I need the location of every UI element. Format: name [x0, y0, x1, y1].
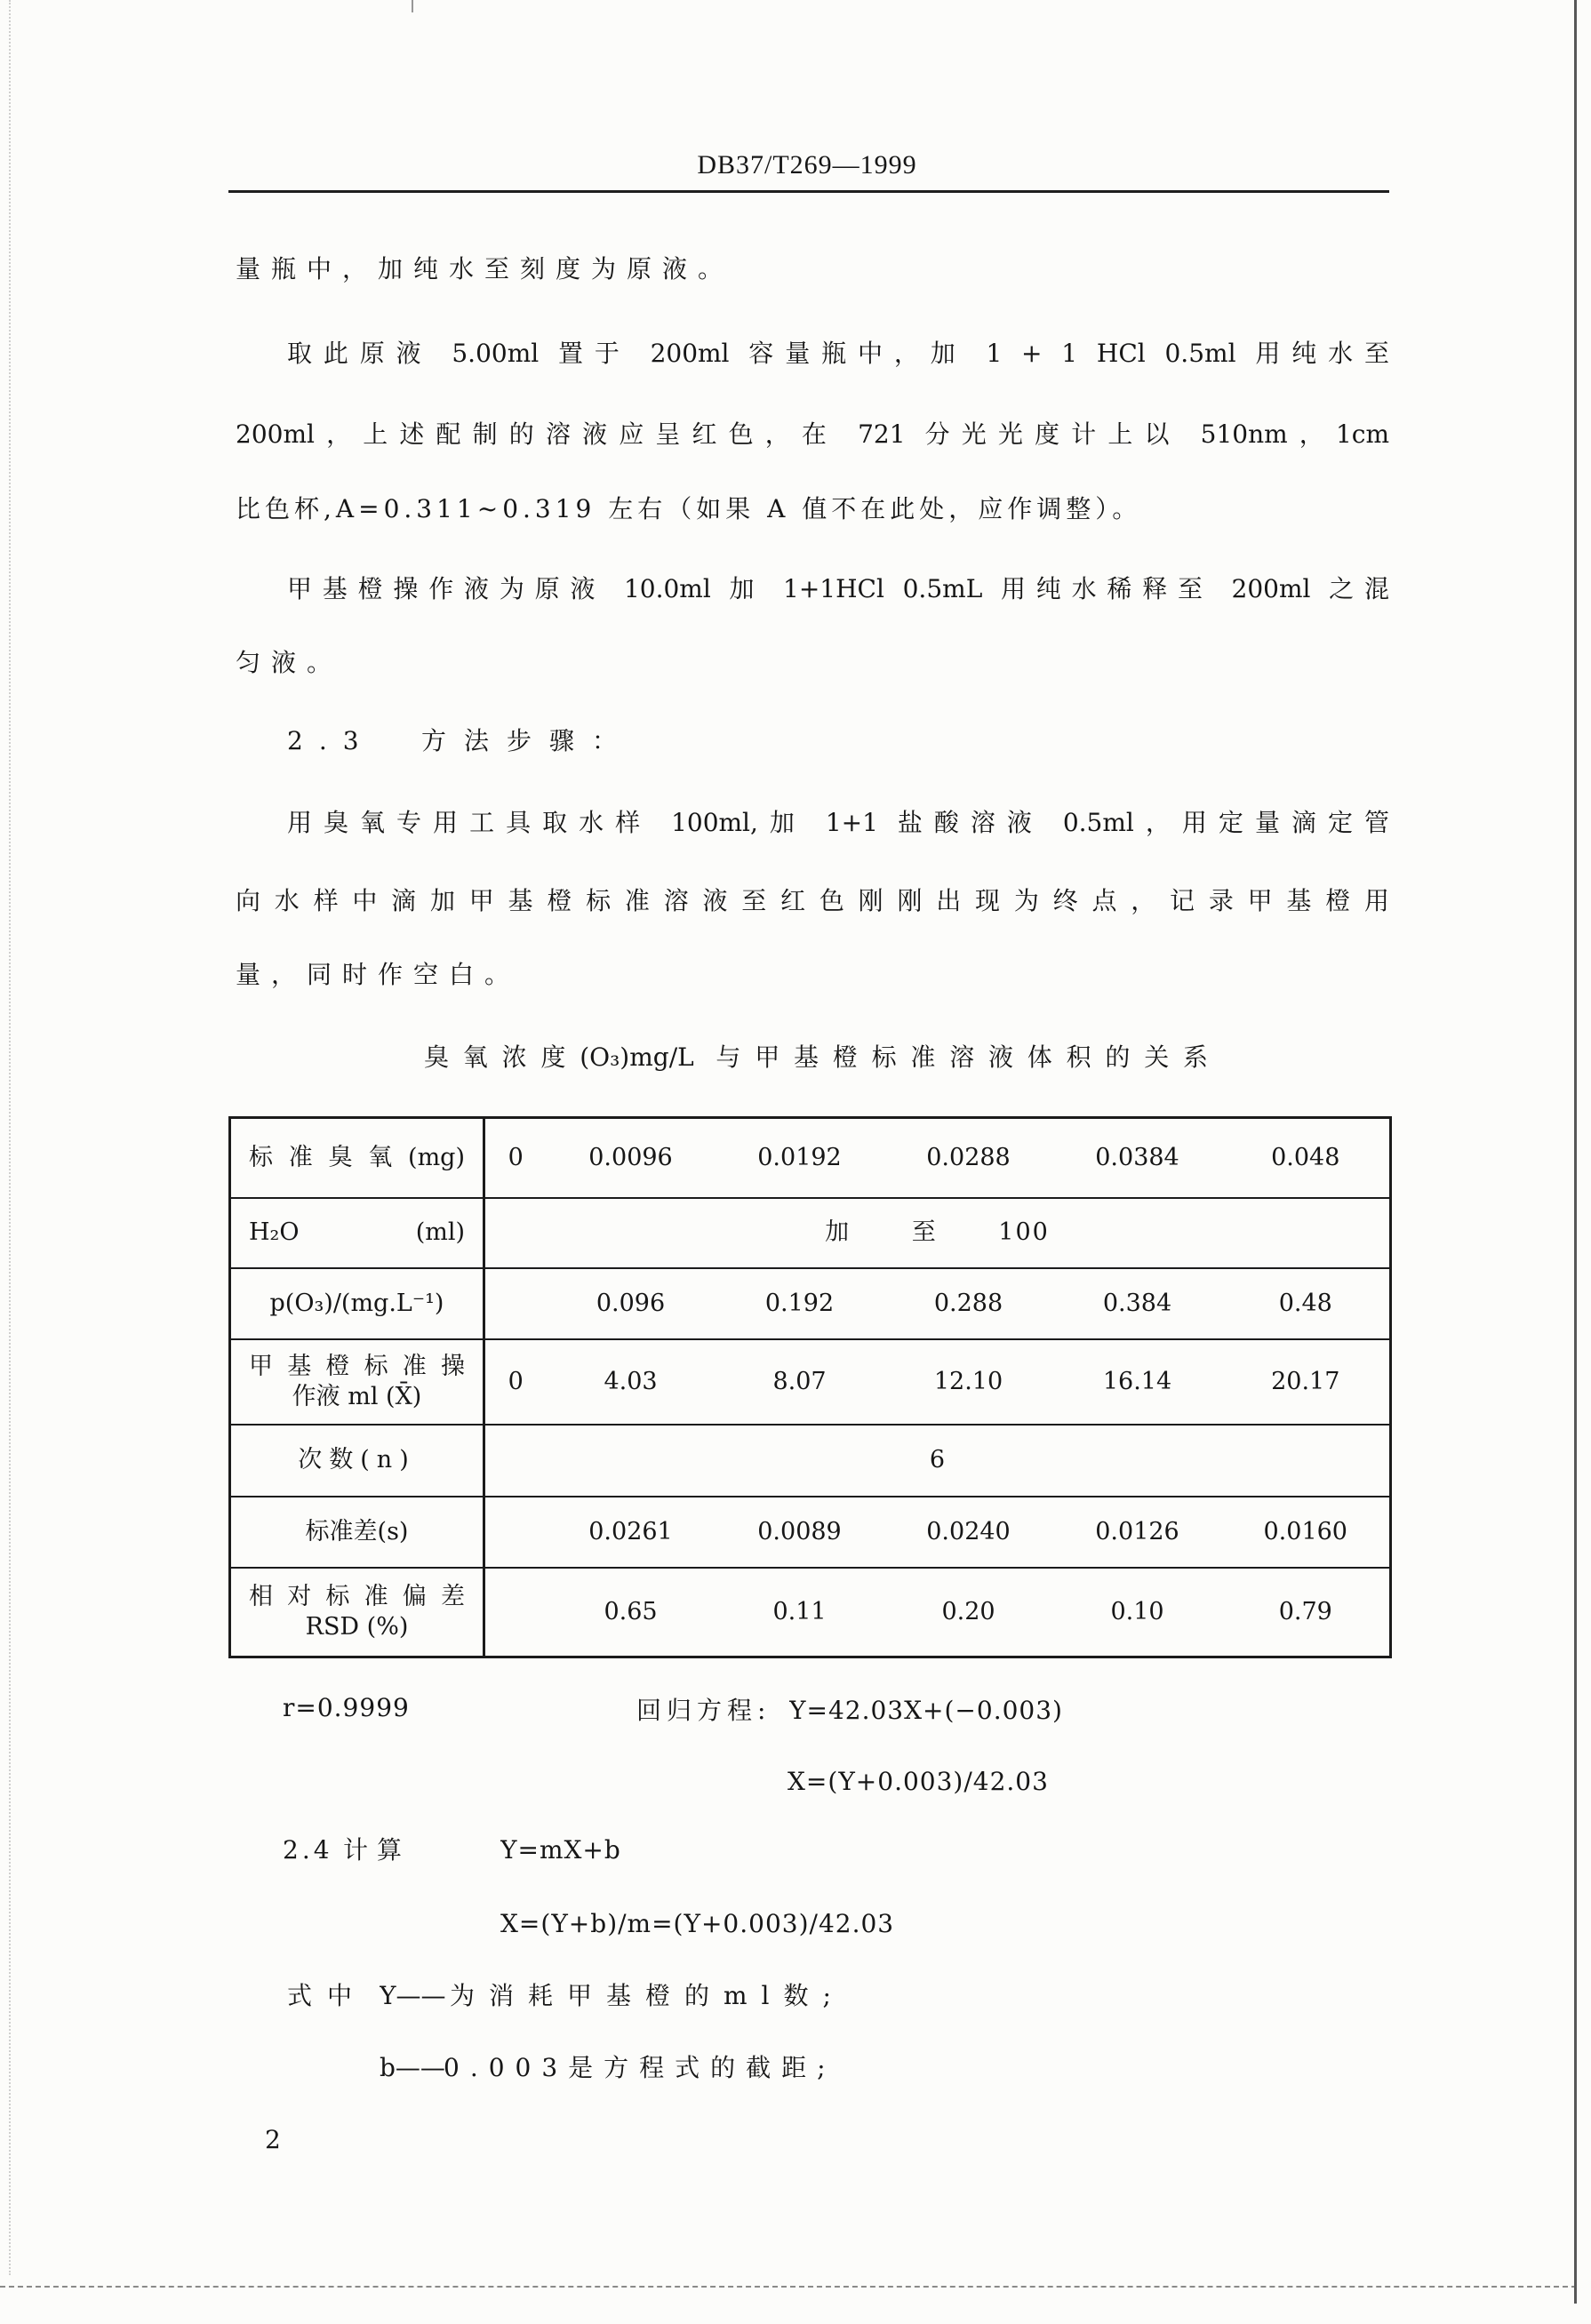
method-line-2: 向水样中滴加甲基橙标准溶液至红色刚刚出现为终点，记录甲基橙用 [236, 886, 1389, 915]
table-row-std-dev [230, 1497, 1391, 1568]
cell-value: 0.384 [1053, 1268, 1222, 1339]
cell-value: 0.0192 [716, 1118, 884, 1198]
definition-text: 0.003是方程式的截距; [444, 2053, 836, 2082]
scan-edge-left [9, 0, 11, 2275]
cell-value: 20.17 [1222, 1339, 1391, 1425]
cell-value: 0.0240 [884, 1497, 1053, 1568]
row-label: 标准差(s) [305, 1517, 409, 1545]
cell-value: 0.192 [716, 1268, 884, 1339]
where-label: 式中 [287, 1981, 368, 2010]
cell-value: 0.10 [1053, 1568, 1222, 1657]
cell-empty [484, 1497, 547, 1568]
cell-value: 0.0261 [547, 1497, 716, 1568]
table-caption: 臭氧浓度(O₃)mg/L 与甲基橙标准溶液体积的关系 [424, 1042, 1208, 1072]
regression-label: 回归方程: [636, 1696, 772, 1725]
row-label: p(O₃)/(mg.L⁻¹) [269, 1289, 444, 1317]
table-row-rsd [230, 1568, 1391, 1657]
table-row-standard-ozone [230, 1118, 1391, 1198]
definition-text: 为消耗甲基橙的ml数; [450, 1981, 845, 2010]
section-2-4-title: 计算 [343, 1835, 412, 1865]
definition-symbol: b—— [380, 2053, 445, 2082]
scan-mark-top [412, 0, 413, 12]
cell-empty [484, 1568, 547, 1657]
cell-value: 0.65 [547, 1568, 716, 1657]
cell-value: 0.0126 [1053, 1497, 1222, 1568]
cell-value: 0.48 [1222, 1268, 1391, 1339]
scan-edge-right [1574, 0, 1577, 2304]
page-number: 2 [265, 2125, 281, 2154]
section-2-4-number: 2.4 [283, 1835, 333, 1865]
row-label-line-2: RSD (%) [305, 1612, 409, 1641]
scan-edge-bottom [0, 2286, 1577, 2288]
section-2-3-number: 2.3 [287, 726, 375, 755]
cell-value: 0.11 [716, 1568, 884, 1657]
row-label-cell [230, 1268, 484, 1339]
cell-value: 4.03 [547, 1339, 716, 1425]
body-line-6: 匀液。 [236, 648, 343, 677]
row-label-left: H₂O [249, 1218, 300, 1246]
cell-value: 0.0160 [1222, 1497, 1391, 1568]
merged-cell-text: 加 至 100 [825, 1218, 1050, 1246]
row-label-cell [230, 1118, 484, 1198]
row-label: 标准臭氧(mg) [249, 1143, 465, 1171]
cell-value: 0.0096 [547, 1118, 716, 1198]
row-label-cell [230, 1339, 484, 1425]
cell-value: 0.0288 [884, 1118, 1053, 1198]
cell-value: 0.096 [547, 1268, 716, 1339]
body-line-2: 取此原液 5.00ml 置于 200ml 容量瓶中，加 1 + 1 HCl 0.5ml 用纯水至 [287, 339, 1389, 368]
cell-value: 0.20 [884, 1568, 1053, 1657]
merged-cell [484, 1198, 1391, 1268]
cell-value-zero: 0 [484, 1118, 547, 1198]
row-label-cell [230, 1198, 484, 1268]
linear-formula: Y=mX+b [500, 1835, 621, 1865]
row-label: 次数(n) [298, 1446, 416, 1473]
body-line-1: 量瓶中，加纯水至刻度为原液。 [236, 254, 734, 284]
definition-symbol: Y—— [380, 1981, 446, 2010]
cell-value: 8.07 [716, 1339, 884, 1425]
table-row-water [230, 1198, 1391, 1268]
row-label-line-1: 甲基橙标准操 [249, 1352, 465, 1380]
regression-inverse: X=(Y+0.003)/42.03 [788, 1767, 1049, 1796]
cell-value: 0.0384 [1053, 1118, 1222, 1198]
cell-value: 12.10 [884, 1339, 1053, 1425]
cell-value: 0.288 [884, 1268, 1053, 1339]
solved-formula: X=(Y+b)/m=(Y+0.003)/42.03 [500, 1909, 895, 1938]
merged-cell-text: 6 [929, 1446, 946, 1473]
method-line-3: 量，同时作空白。 [236, 960, 521, 989]
merged-cell [484, 1425, 1391, 1497]
cell-value: 0.79 [1222, 1568, 1391, 1657]
correlation-coefficient: r=0.9999 [283, 1693, 410, 1722]
cell-value: 0.0089 [716, 1497, 884, 1568]
cell-value-zero: 0 [484, 1339, 547, 1425]
row-label-cell [230, 1497, 484, 1568]
body-line-3: 200ml，上述配制的溶液应呈红色，在 721 分光光度计上以 510nm，1cm [236, 419, 1389, 449]
cell-empty [484, 1268, 547, 1339]
ozone-calibration-table [228, 1116, 1392, 1658]
body-line-4: 比色杯,A=0.311~0.319 左右（如果 A 值不在此处，应作调整）。 [236, 494, 1142, 523]
cell-value: 16.14 [1053, 1339, 1222, 1425]
row-label-cell [230, 1568, 484, 1657]
row-label-line-1: 相对标准偏差 [249, 1582, 465, 1610]
section-2-3-title: 方法步骤： [421, 726, 636, 755]
table-row-ozone-concentration [230, 1268, 1391, 1339]
standard-code-header: DB37/T269—1999 [697, 150, 917, 180]
row-label-line-2: 作液 ml (X̄) [292, 1382, 422, 1410]
table-row-methyl-orange-volume [230, 1339, 1391, 1425]
regression-equation: Y=42.03X+(−0.003) [789, 1696, 1063, 1725]
row-label [249, 1218, 465, 1248]
method-line-1: 用臭氧专用工具取水样 100ml,加 1+1 盐酸溶液 0.5ml，用定量滴定管 [287, 808, 1389, 837]
header-rule [228, 190, 1389, 193]
body-line-5: 甲基橙操作液为原液 10.0ml 加 1+1HCl 0.5mL 用纯水稀释至 200ml 之混 [287, 574, 1389, 603]
row-label-cell [230, 1425, 484, 1497]
table-row-count [230, 1425, 1391, 1497]
cell-value: 0.048 [1222, 1118, 1391, 1198]
row-label-right: (ml) [415, 1218, 465, 1246]
